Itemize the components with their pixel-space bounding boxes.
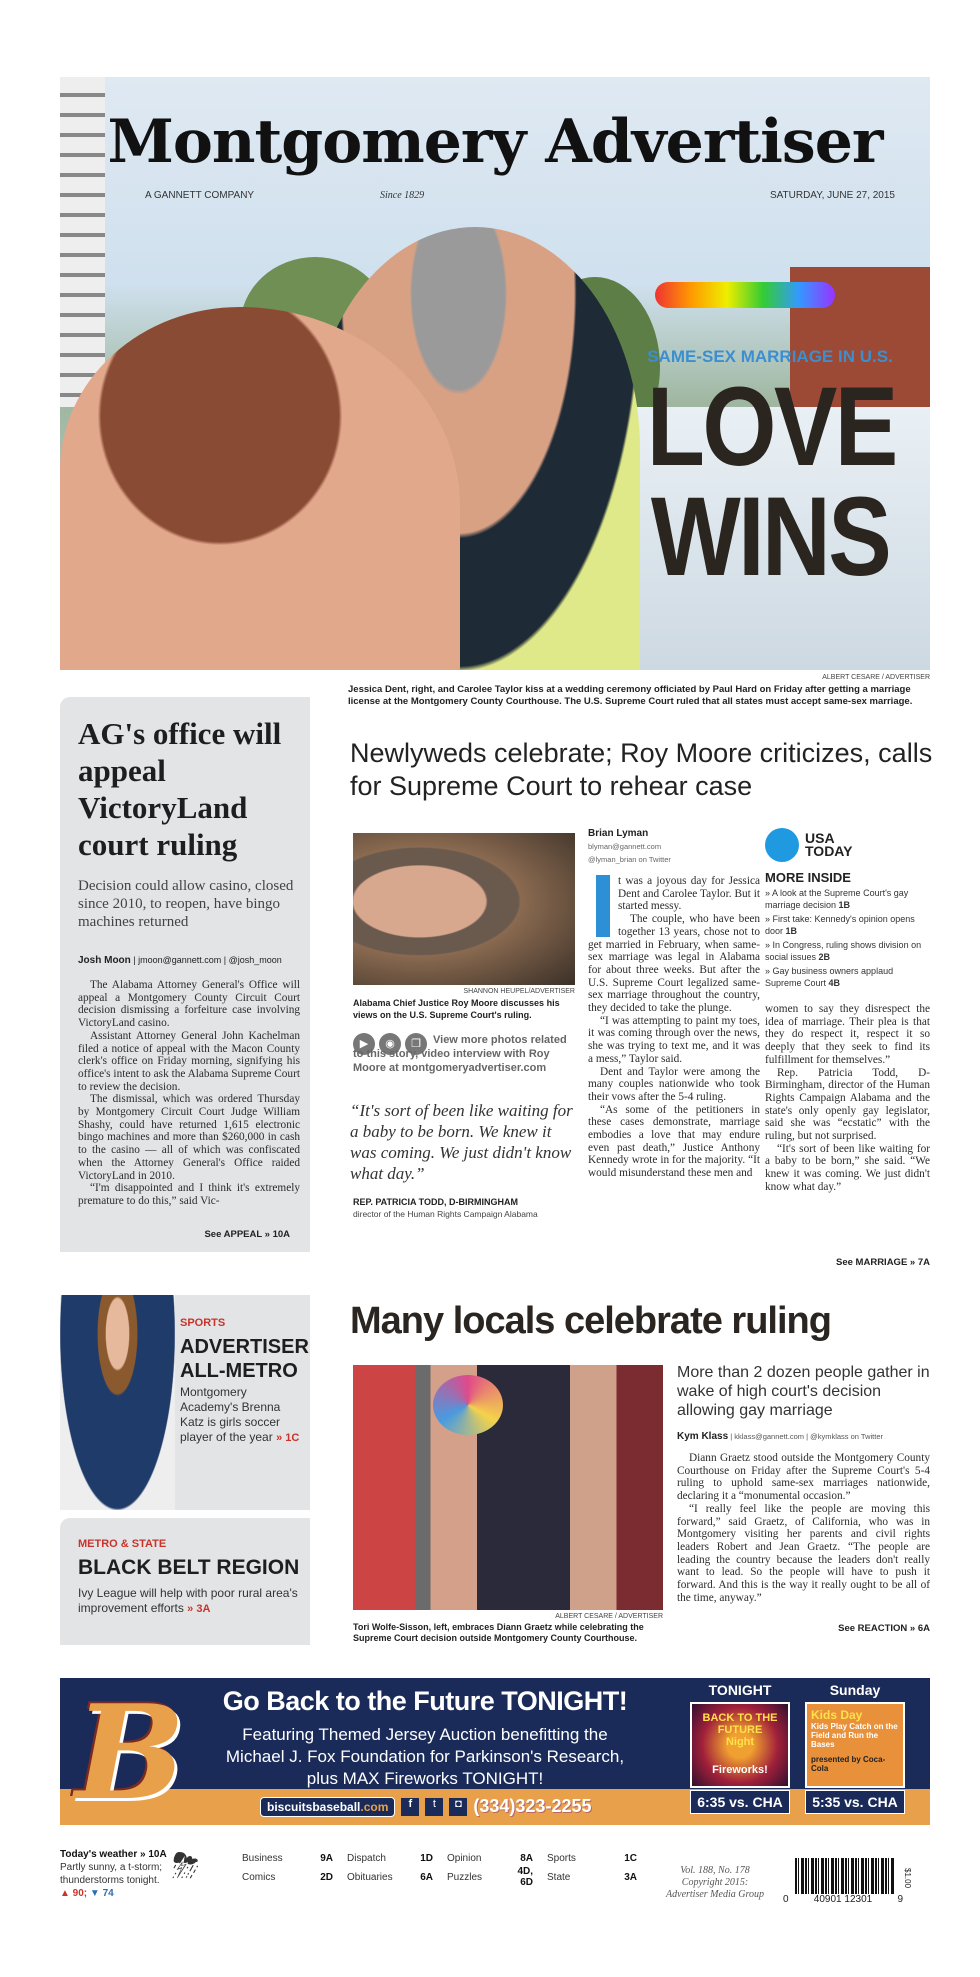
author-contact: | jmoon@gannett.com | @josh_moon <box>130 955 282 965</box>
author: Brian Lyman <box>588 828 649 839</box>
media-promo[interactable]: View more photos related to this story, video interview with Roy Moore at montgomeryadvertiser.com <box>353 1034 567 1074</box>
ad-body: Featuring Themed Jersey Auction benefitting the Michael J. Fox Foundation for Parkinson's Research, plus MAX Fireworks TONIGHT! <box>225 1725 625 1788</box>
index-label: Dispatch <box>347 1853 386 1864</box>
paragraph: Assistant Attorney General John Kachelman filed a notice of appeal with the Macon County clerk's office on Friday morning, signifying his office's intent to ask the Alabama Supreme Court to review the decision. <box>78 1029 300 1093</box>
index-page: 1C <box>624 1853 637 1864</box>
ad-headline: Go Back to the Future TONIGHT! <box>222 1686 628 1716</box>
locals-deck: More than 2 dozen people gather in wake of high court's decision allowing gay marriage <box>677 1364 930 1419</box>
sports-text: Montgomery Academy's Brenna Katz is girls soccer player of the year » 1C <box>180 1385 300 1444</box>
sports-label: SPORTS <box>180 1317 226 1329</box>
locals-photo-caption: Tori Wolfe-Sisson, left, embraces Diann Graetz while celebrating the Supreme Court decision outside Montgomery County Courthouse. <box>353 1622 644 1643</box>
more-inside-heading: MORE INSIDE <box>765 870 851 885</box>
paragraph: “It's sort of been like waiting for a baby to be born,” she said. “We knew it was coming. We just didn't know what day.” <box>765 1142 930 1193</box>
hero-headline-1[interactable]: LOVE <box>646 364 896 489</box>
sports-teaser[interactable] <box>60 1295 310 1510</box>
weather-text: Partly sunny, a t-storm; thunderstorms tonight. <box>60 1862 163 1886</box>
locals-photo-credit: ALBERT CESARE / ADVERTISER <box>555 1613 663 1620</box>
pull-quote-title: director of the Human Rights Campaign Alabama <box>353 1209 538 1219</box>
index-page: 6A <box>420 1871 433 1883</box>
author: Kym Klass <box>677 1431 729 1442</box>
index-label: Business <box>242 1853 283 1864</box>
index-page: 2D <box>320 1871 333 1883</box>
paragraph: The couple, who have been together 13 years, chose not to get married in February, when same-sex marriage was legal in Alabama for about three weeks. But after the U.S. Supreme Court legalized same-sex marriage throughout the country, they decided to take the plunge. <box>588 913 760 1015</box>
paragraph: “I'm disappointed and I think it's extremely premature to do this,” said Vic- <box>78 1182 300 1207</box>
index-page: 3A <box>624 1871 637 1883</box>
appeal-headline[interactable]: AG's office will appeal VictoryLand court ruling <box>78 716 282 862</box>
hero-photo <box>60 77 930 670</box>
more-inside-item[interactable]: » Gay business owners applaud Supreme Court 4B <box>765 966 894 988</box>
masthead-since: Since 1829 <box>380 190 425 201</box>
moore-photo-credit: SHANNON HEUPEL/ADVERTISER <box>463 988 575 995</box>
index-label: Sports <box>547 1853 576 1864</box>
promo-sunday-day: Sunday <box>829 1682 881 1698</box>
weather-title[interactable]: Today's weather » 10A <box>60 1849 167 1860</box>
appeal-byline <box>78 955 303 966</box>
paragraph: Diann Graetz stood outside the Montgomery County Courthouse on Friday after the Supreme Court's 5-4 ruling to uphold same-sex marriages nationwide, declaring it a “monumental occasion.” <box>677 1452 930 1503</box>
author: Josh Moon <box>78 955 131 966</box>
hero-headline-2[interactable]: WINS <box>650 474 890 599</box>
biscuits-logo: B <box>75 1678 185 1825</box>
index-label: State <box>547 1871 571 1883</box>
index-page: 9A <box>320 1853 333 1864</box>
newlyweds-byline <box>588 827 671 866</box>
low-temp: ▼ 74 <box>89 1888 114 1899</box>
newlyweds-jump-link[interactable]: See MARRIAGE » 7A <box>836 1257 930 1268</box>
sports-headline: ADVERTISER ALL-METRO <box>180 1336 309 1382</box>
appeal-body <box>78 979 300 1219</box>
price: $1.00 <box>903 1868 912 1889</box>
paragraph: The Alabama Attorney General's Office will appeal a Montgomery County Circuit Court decision dismissing a forfeiture case involving VictoryLand casino. <box>78 979 300 1030</box>
usa-today-logo: USA TODAY <box>765 828 930 862</box>
locals-jump-link[interactable]: See REACTION » 6A <box>838 1623 930 1634</box>
locals-body <box>677 1452 930 1604</box>
more-inside-item[interactable]: » In Congress, ruling shows division on social issues 2B <box>765 940 922 962</box>
more-inside-item[interactable]: » A look at the Supreme Court's gay marriage decision 1B <box>765 888 909 910</box>
author-twitter[interactable]: @lyman_brian on Twitter <box>588 855 671 864</box>
pull-quote: “It's sort of been like waiting for a baby to be born. We knew it was coming. We just didn't know what day.” <box>350 1101 573 1183</box>
high-temp: ▲ 90; <box>60 1888 88 1899</box>
rainbow-rings-icon <box>655 282 835 308</box>
author-email[interactable]: blyman@gannett.com <box>588 842 662 851</box>
masthead-company: A GANNETT COMPANY <box>145 190 255 201</box>
soccer-player-photo <box>60 1295 175 1510</box>
usa-today-box <box>765 828 930 992</box>
more-inside-item[interactable]: » First take: Kennedy's opinion opens door 1B <box>765 914 915 936</box>
promo-sunday-time: 5:35 vs. CHA <box>805 1790 905 1814</box>
roy-moore-photo <box>353 833 575 985</box>
thunderstorm-icon: ⛈ <box>172 1848 200 1885</box>
newlyweds-body-col2 <box>765 1003 930 1243</box>
index-label: Puzzles <box>447 1871 483 1883</box>
dropcap <box>596 875 610 937</box>
hero-photo-credit: ALBERT CESARE / ADVERTISER <box>822 674 930 681</box>
colorful-hat <box>433 1375 503 1435</box>
volume-info: Vol. 188, No. 178 Copyright 2015: Advertiser Media Group <box>666 1865 764 1900</box>
index-page: 8A <box>520 1853 533 1864</box>
section-index <box>242 1852 637 1889</box>
usa-today-circle-icon <box>765 828 799 862</box>
barcode: 0 40901 12301 9 <box>783 1858 903 1905</box>
paragraph: The dismissal, which was ordered Thursday by Montgomery Circuit Court Judge William Shashy, could have returned 1,615 electronic bingo machines and more than $260,000 in cash to the casino — all of which was confiscated when the Attorney General's Office raided VictoryLand in 2010. <box>78 1093 300 1182</box>
promo-tonight-day: TONIGHT <box>708 1682 772 1698</box>
paragraph: Dent and Taylor were among the many couples nationwide who took their vows after the 5-4 ruling. <box>588 1065 760 1103</box>
appeal-jump-link[interactable]: See APPEAL » 10A <box>204 1229 290 1240</box>
play-video-icon[interactable]: ▶ <box>353 1033 375 1055</box>
camera-icon[interactable]: ◉ <box>379 1033 401 1055</box>
metro-label: METRO & STATE <box>78 1538 167 1550</box>
promo-sunday-art: Kids Day Kids Play Catch on the Field and Run the Bases presented by Coca-Cola <box>805 1702 905 1788</box>
metro-teaser[interactable] <box>60 1518 310 1645</box>
locals-photo <box>353 1365 663 1610</box>
paragraph: t was a joyous day for Jessica Dent and Carolee Taylor. But it started messy. <box>618 875 760 913</box>
metro-headline: BLACK BELT REGION <box>78 1556 300 1579</box>
paragraph: women to say they disrespect the idea of marriage. Their plea is that they do respect it, respect it so deeply that they seek to find its fulfillment for themselves.” <box>765 1003 930 1066</box>
paragraph: “As some of the petitioners in these cases demonstrate, marriage embodies a love that may endure even past death,” Justice Anthony Kennedy wrote in for the majority. “It would misunderstand these men and <box>588 1103 760 1180</box>
twitter-icon[interactable]: t <box>425 1798 443 1816</box>
ad-url[interactable]: biscuitsbaseball.com <box>260 1797 395 1817</box>
instagram-icon[interactable]: ◘ <box>449 1798 467 1816</box>
masthead-date: SATURDAY, JUNE 27, 2015 <box>769 190 895 201</box>
appeal-story <box>60 697 310 1252</box>
metro-text: Ivy League will help with poor rural area's improvement efforts » 3A <box>78 1586 298 1615</box>
index-label: Opinion <box>447 1853 482 1864</box>
index-label: Obituaries <box>347 1871 393 1883</box>
gallery-icon[interactable]: ❐ <box>405 1033 427 1055</box>
ad-phone: (334)323-2255 <box>473 1796 592 1816</box>
moore-photo-caption: Alabama Chief Justice Roy Moore discusses his views on the U.S. Supreme Court's ruling. <box>353 998 560 1020</box>
hero-kicker: SAME-SEX MARRIAGE IN U.S. <box>647 347 893 366</box>
index-label: Comics <box>242 1871 276 1883</box>
promo-tonight-time: 6:35 vs. CHA <box>690 1790 790 1814</box>
hero-caption: Jessica Dent, right, and Carolee Taylor kiss at a wedding ceremony officiated by Paul Hard on Friday after getting a marriage license at the Montgomery County Courthouse. The U.S. Supreme Court ruled that all states must accept same-sex marriage. <box>348 684 913 707</box>
paragraph: Rep. Patricia Todd, D-Birmingham, director of the Human Rights Campaign Alabama and the state's only openly gay legislator, said she was “ecstatic” with the ruling, but not surprised. <box>765 1066 930 1143</box>
index-page: 4D, 6D <box>517 1866 533 1888</box>
biscuits-baseball-ad[interactable] <box>60 1678 930 1825</box>
masthead-title[interactable]: Montgomery Advertiser <box>107 107 883 177</box>
index-page: 1D <box>420 1853 433 1864</box>
ad-contact <box>260 1796 591 1817</box>
newlyweds-body-col1 <box>588 875 760 1260</box>
promo-tonight-art: BACK TO THE FUTURE Night Fireworks! <box>690 1702 790 1788</box>
author-contact: | kklass@gannett.com | @kymklass on Twitter <box>728 1432 884 1441</box>
paragraph: “I was attempting to paint my toes, it was coming through over the news, she was trying to text me, and it was a mess,” Taylor said. <box>588 1014 760 1065</box>
newlyweds-headline[interactable]: Newlyweds celebrate; Roy Moore criticizes, calls for Supreme Court to rehear case <box>350 738 933 801</box>
paragraph: “I really feel like the people are moving this forward,” said Graetz, of California, who was in Montgomery visiting her parents and civil rights leaders Robert and Jean Graetz. “The people are leading the country because the leaders don't really want to lead. So the people will have to push it forward. And this is the way it really ought to be all of the time, anyway.” <box>677 1502 930 1604</box>
pull-quote-name: REP. PATRICIA TODD, D-BIRMINGHAM <box>353 1197 519 1207</box>
facebook-icon[interactable]: f <box>401 1798 419 1816</box>
appeal-deck: Decision could allow casino, closed since 2010, to reopen, have bingo machines returned <box>78 878 294 930</box>
locals-byline <box>677 1431 883 1442</box>
locals-headline[interactable]: Many locals celebrate ruling <box>350 1300 831 1342</box>
